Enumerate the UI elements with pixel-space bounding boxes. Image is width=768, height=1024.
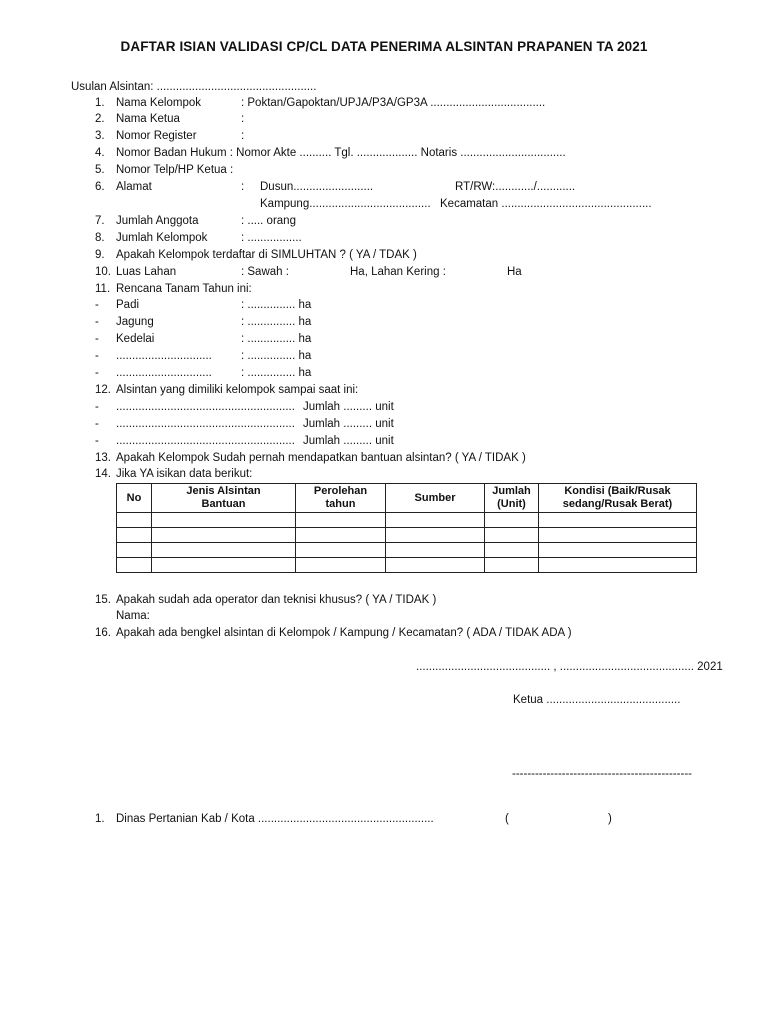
- table-cell: [296, 513, 386, 528]
- list-dash: -: [95, 333, 99, 345]
- column-header: [539, 484, 697, 513]
- table-cell: [539, 513, 697, 528]
- table-cell: [485, 528, 539, 543]
- field-label: Nomor Badan Hukum : Nomor Akte .......... Tgl. ................... Notaris .................................: [116, 147, 566, 159]
- luas-sawah: : Sawah :: [241, 266, 289, 278]
- place-date: .......................................... , .......................................... 2021: [416, 661, 723, 673]
- table-cell: [485, 543, 539, 558]
- table-cell: [386, 513, 485, 528]
- signature-line: -----------------------------------------------: [512, 768, 692, 780]
- field-value: : Poktan/Gapoktan/UPJA/P3A/GP3A ....................................: [241, 97, 546, 109]
- table-cell: [386, 558, 485, 573]
- table-cell: [152, 558, 296, 573]
- crop-value: : ............... ha: [241, 299, 312, 311]
- dinas-pertanian-line: Dinas Pertanian Kab / Kota .......................................................: [116, 813, 434, 825]
- list-dash: -: [95, 316, 99, 328]
- item-number: 9.: [95, 249, 105, 261]
- crop-value: : ............... ha: [241, 316, 312, 328]
- item-number: 16.: [95, 627, 111, 639]
- crop-name: Jagung: [116, 316, 154, 328]
- field-label: Luas Lahan: [116, 266, 177, 278]
- table-cell: [485, 558, 539, 573]
- question-text: Rencana Tanam Tahun ini:: [116, 283, 252, 295]
- item-number: 5.: [95, 164, 105, 176]
- table-row: [117, 558, 697, 573]
- field-label: Nomor Register: [116, 130, 197, 142]
- column-header: [117, 484, 152, 513]
- list-dash: -: [95, 435, 99, 447]
- table-cell: [539, 558, 697, 573]
- list-dash: -: [95, 367, 99, 379]
- ketua-signature-label: Ketua ..........................................: [513, 694, 681, 706]
- alsintan-qty: Jumlah ......... unit: [303, 418, 394, 430]
- item-number: 1.: [95, 813, 105, 825]
- item-number: 6.: [95, 181, 105, 193]
- alamat-dusun: Dusun.........................: [260, 181, 374, 193]
- question-text: Alsintan yang dimiliki kelompok sampai saat ini:: [116, 384, 359, 396]
- crop-name: ..............................: [116, 350, 212, 362]
- table-cell: [152, 528, 296, 543]
- table-cell: [539, 528, 697, 543]
- question-text: Apakah Kelompok terdaftar di SIMLUHTAN ? ( YA / TDAK ): [116, 249, 417, 261]
- field-value: :: [241, 181, 245, 193]
- crop-value: : ............... ha: [241, 333, 312, 345]
- table-cell: [296, 528, 386, 543]
- table-cell: [117, 513, 152, 528]
- field-label: Jumlah Kelompok: [116, 232, 208, 244]
- list-dash: -: [95, 350, 99, 362]
- alamat-rtrw: RT/RW:............/............: [455, 181, 576, 193]
- assistance-history-table: [116, 483, 697, 573]
- page-title: DAFTAR ISIAN VALIDASI CP/CL DATA PENERIMA ALSINTAN PRAPANEN TA 2021: [120, 39, 648, 54]
- field-label: Nomor Telp/HP Ketua :: [116, 164, 234, 176]
- item-number: 13.: [95, 452, 111, 464]
- table-row: [117, 528, 697, 543]
- field-label: Alamat: [116, 181, 152, 193]
- column-header: [152, 484, 296, 513]
- item-number: 3.: [95, 130, 105, 142]
- column-header: [485, 484, 539, 513]
- header-label: Kondisi (Baik/Rusak sedang/Rusak Berat): [562, 485, 673, 510]
- luas-lahan-kering: Ha, Lahan Kering :: [350, 266, 446, 278]
- table-cell: [386, 528, 485, 543]
- table-cell: [117, 528, 152, 543]
- alsintan-name: ........................................................: [116, 418, 295, 430]
- item-number: 4.: [95, 147, 105, 159]
- alamat-kampung: Kampung......................................: [260, 198, 431, 210]
- close-paren: ): [608, 813, 612, 825]
- question-text: Jika YA isikan data berikut:: [116, 468, 253, 480]
- crop-value: : ............... ha: [241, 350, 312, 362]
- field-label: Jumlah Anggota: [116, 215, 199, 227]
- item-number: 12.: [95, 384, 111, 396]
- table-header-row: [117, 484, 697, 513]
- crop-value: : ............... ha: [241, 367, 312, 379]
- list-dash: -: [95, 299, 99, 311]
- luas-ha: Ha: [507, 266, 522, 278]
- header-label: Perolehan tahun: [313, 485, 368, 510]
- field-label: Nama Kelompok: [116, 97, 202, 109]
- alsintan-name: ........................................................: [116, 435, 295, 447]
- column-header: [296, 484, 386, 513]
- operator-name-label: Nama:: [116, 610, 150, 622]
- item-number: 14.: [95, 468, 111, 480]
- column-header: [386, 484, 485, 513]
- table-row: [117, 543, 697, 558]
- usulan-alsintan: Usulan Alsintan: ..................................................: [71, 81, 317, 93]
- alsintan-qty: Jumlah ......... unit: [303, 401, 394, 413]
- table-cell: [485, 513, 539, 528]
- header-label: No: [126, 491, 142, 504]
- item-number: 10.: [95, 266, 111, 278]
- item-number: 15.: [95, 594, 111, 606]
- alsintan-qty: Jumlah ......... unit: [303, 435, 394, 447]
- table-body: [117, 513, 697, 573]
- field-value: :: [241, 130, 245, 142]
- table-cell: [296, 558, 386, 573]
- table-row: [117, 513, 697, 528]
- alsintan-name: ........................................................: [116, 401, 295, 413]
- item-number: 8.: [95, 232, 105, 244]
- table-cell: [152, 543, 296, 558]
- crop-name: ..............................: [116, 367, 212, 379]
- table-cell: [152, 513, 296, 528]
- field-label: Nama Ketua: [116, 113, 180, 125]
- question-text: Apakah Kelompok Sudah pernah mendapatkan bantuan alsintan? ( YA / TIDAK ): [116, 452, 526, 464]
- header-label: Sumber: [414, 491, 456, 504]
- table-cell: [117, 543, 152, 558]
- item-number: 1.: [95, 97, 105, 109]
- field-value: : .................: [241, 232, 302, 244]
- open-paren: (: [505, 813, 509, 825]
- crop-name: Kedelai: [116, 333, 155, 345]
- table-cell: [296, 543, 386, 558]
- field-value: : ..... orang: [241, 215, 296, 227]
- list-dash: -: [95, 418, 99, 430]
- field-value: :: [241, 113, 245, 125]
- header-label: Jumlah (Unit): [492, 485, 531, 510]
- list-dash: -: [95, 401, 99, 413]
- table-cell: [117, 558, 152, 573]
- item-number: 11.: [95, 283, 111, 295]
- item-number: 2.: [95, 113, 105, 125]
- table-cell: [539, 543, 697, 558]
- header-label: Jenis Alsintan Bantuan: [186, 485, 261, 510]
- crop-name: Padi: [116, 299, 140, 311]
- alamat-kecamatan: Kecamatan ...............................................: [440, 198, 652, 210]
- item-number: 7.: [95, 215, 105, 227]
- question-text: Apakah ada bengkel alsintan di Kelompok / Kampung / Kecamatan? ( ADA / TIDAK ADA ): [116, 627, 572, 639]
- question-text: Apakah sudah ada operator dan teknisi khusus? ( YA / TIDAK ): [116, 594, 437, 606]
- table-cell: [386, 543, 485, 558]
